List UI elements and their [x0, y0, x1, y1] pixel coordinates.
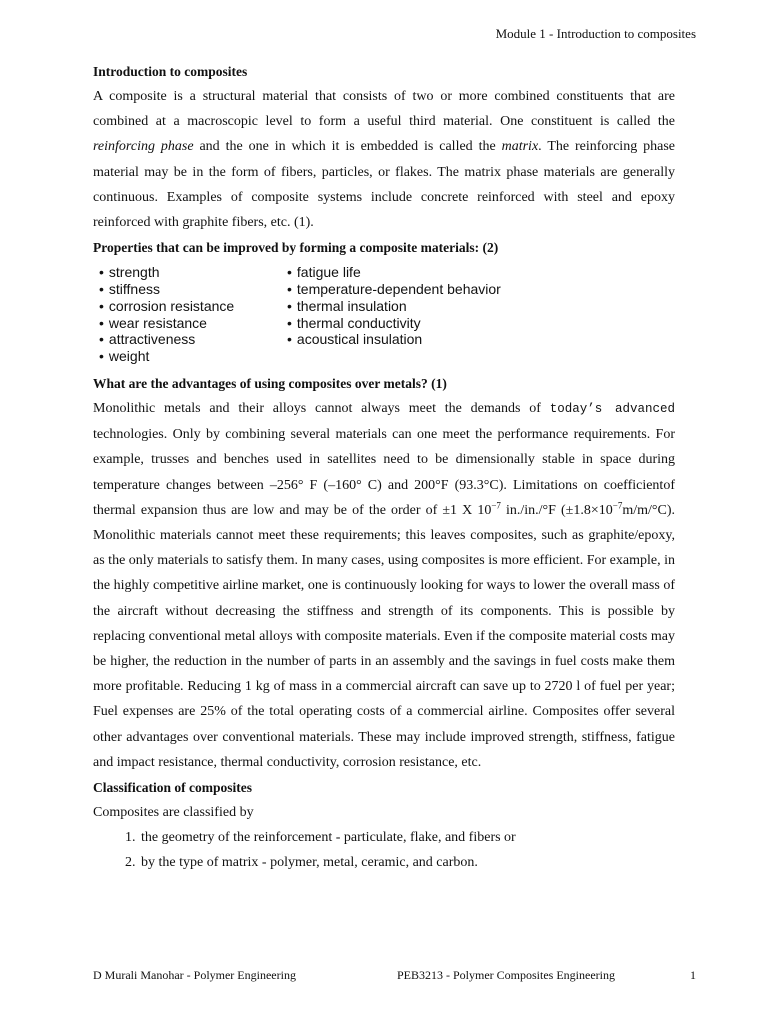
- advantages-text-3: in./in./°F (±1.8×10: [500, 502, 613, 518]
- property-item: • thermal conductivity: [287, 315, 537, 332]
- advantages-text-2: technologies. Only by combining several materials can one meet the performance requirements. For example, trusses and benches used in satellites need to be dimensionally stable in space during temperature changes between –256° F (–160° C) and 200°F (93.3°C). Limitations on coefficientof thermal expansion thus are low and may be of the order of ±1 X 10: [93, 427, 675, 518]
- property-item: • fatigue life: [287, 264, 537, 281]
- intro-text-3: . The reinforcing phase material may be in the form of fibers, particles, or flakes. The matrix phase materials are generally continuous. Examples of composite systems include concrete reinforced with steel and epoxy reinforced with graphite fibers, etc. (1).: [93, 139, 675, 231]
- term-reinforcing-phase: reinforcing phase: [93, 139, 194, 155]
- property-item: • acoustical insulation: [287, 331, 537, 348]
- classification-intro: Composites are classified by: [93, 805, 254, 821]
- advantages-paragraph: [93, 396, 675, 775]
- classification-heading: Classification of composites: [93, 780, 252, 796]
- property-item: • corrosion resistance: [99, 298, 287, 315]
- property-item: • stiffness: [99, 281, 287, 298]
- property-item: • wear resistance: [99, 315, 287, 332]
- property-item: • temperature-dependent behavior: [287, 281, 537, 298]
- classification-item: 2. by the type of matrix - polymer, metal, ceramic, and carbon.: [139, 850, 675, 875]
- property-item: • strength: [99, 264, 287, 281]
- property-item: • attractiveness: [99, 331, 287, 348]
- properties-heading: Properties that can be improved by forming a composite materials: (2): [93, 240, 499, 256]
- running-header: Module 1 - Introduction to composites: [495, 26, 696, 41]
- advantages-heading: What are the advantages of using composites over metals? (1): [93, 376, 447, 391]
- advantages-text-1: Monolithic metals and their alloys cannot always meet the demands of: [93, 401, 550, 416]
- exponent: −7: [612, 500, 623, 511]
- term-matrix: matrix: [501, 139, 539, 155]
- footer-course: PEB3213 - Polymer Composites Engineering: [397, 968, 615, 982]
- intro-text-1: A composite is a structural material that consists of two or more combined constituents that are combined at a macroscopic level to form a useful third material. One constituent is called the: [93, 89, 675, 130]
- intro-text-2: and the one in which it is embedded is called the: [193, 139, 502, 155]
- property-item: • thermal insulation: [287, 298, 537, 315]
- advantages-text-4: m/m/°C). Monolithic materials cannot meet these requirements; this leaves composites, such as graphite/epoxy, as the only materials to satisfy them. In many cases, using composites is more efficient. For example, in the highly competitive airline market, one is continuously looking for ways to lower the overall mass of the aircraft without decreasing the stiffness and strength of its components. This is possible by replacing conventional metal alloys with composite materials. Even if the composite material costs may be higher, the reduction in the number of parts in an assembly and the savings in fuel costs make them more profitable. Reducing 1 kg of mass in a commercial aircraft can save up to 2720 l of fuel per year; Fuel expenses are 25% of the total operating costs of a commercial airline. Composites offer several other advantages over conventional materials. These may include improved strength, stiffness, fatigue and impact resistance, thermal conductivity, corrosion resistance, etc.: [93, 502, 675, 770]
- classification-item: 1. the geometry of the reinforcement - particulate, flake, and fibers or: [139, 825, 675, 850]
- properties-right-column: [287, 264, 537, 365]
- properties-left-column: [99, 264, 287, 365]
- property-item: • weight: [99, 348, 287, 365]
- document-body: [93, 59, 675, 875]
- intro-paragraph: [93, 84, 675, 235]
- exponent: −7: [491, 500, 501, 511]
- intro-heading: Introduction to composites: [93, 64, 248, 79]
- advantages-mono-text: today’s advanced: [549, 402, 675, 416]
- footer-page-number: 1: [690, 968, 696, 982]
- footer-author: D Murali Manohar - Polymer Engineering: [93, 968, 296, 982]
- classification-list: [93, 825, 675, 875]
- properties-list: [99, 264, 539, 365]
